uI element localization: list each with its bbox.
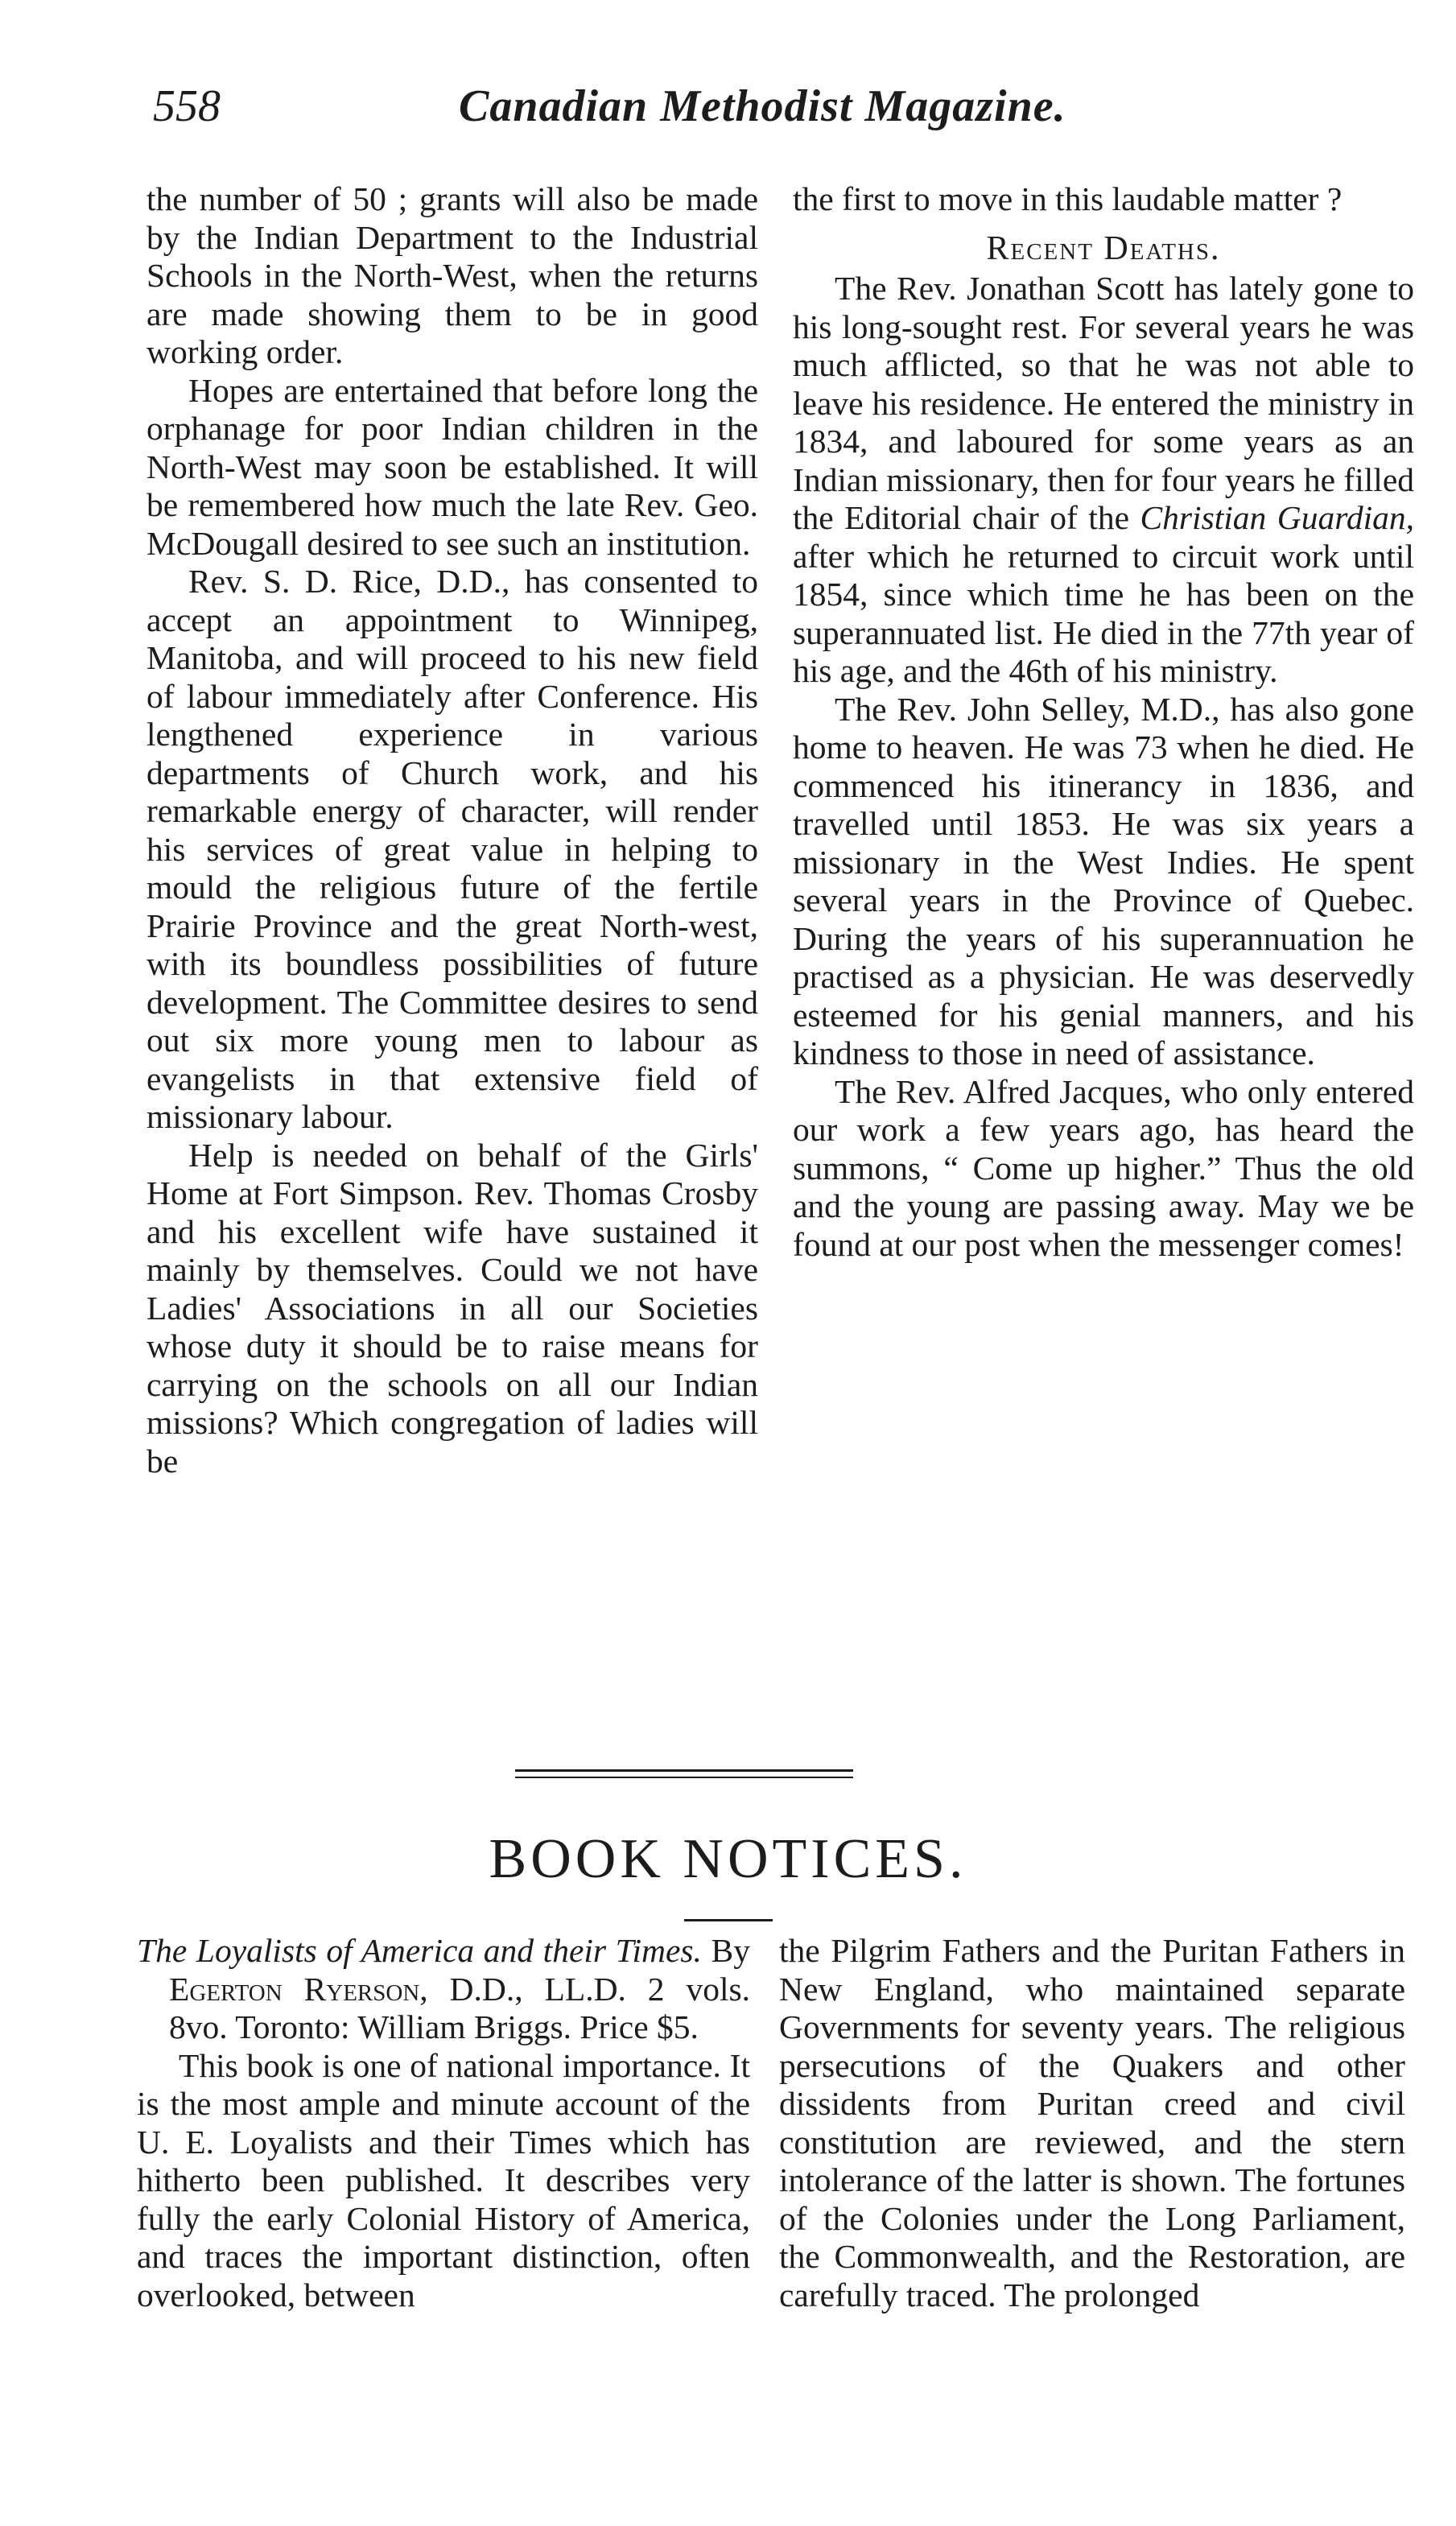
page-header <box>153 80 1127 145</box>
paragraph: the first to move in this laudable matter ? <box>793 180 1343 217</box>
divider-rule <box>684 1919 773 1921</box>
text-run: By <box>701 1932 750 1969</box>
paragraph: Hopes are entertained that before long the orphanage for poor Indian children in the North-West may soon be established. It will be remembered how much the late Rev. Geo. McDougall desired to see such an institution. <box>146 371 758 562</box>
paragraph: the Pilgrim Fathers and the Puritan Fathers in New England, who maintained separate Governments for seventy years. The religious persecutions of the Quakers and other dissidents from Puritan creed and civil constitution are reviewed, and the stern intolerance of the latter is shown. The fortunes of the Colonies under the Long Parliament, the Commonwealth, and the Restoration, are carefully traced. The prolonged <box>779 1932 1405 2313</box>
paragraph: The Rev. John Selley, M.D., has also gone home to heaven. He was 73 when he died. He commenced his itinerancy in 1836, and travelled until 1853. He was six years a missionary in the West Indies. He spent several years in the Province of Quebec. During the years of his superannuation he practised as a physician. He was deservedly esteemed for his genial manners, and his kindness to those in need of assistance. <box>793 690 1414 1071</box>
page-number: 558 <box>153 81 221 131</box>
running-title: Canadian Methodist Magazine. <box>459 81 1066 131</box>
book-author: Egerton Ryerson, <box>169 1970 428 2008</box>
column-right-top <box>793 180 1414 1264</box>
paragraph: This book is one of national importance. It is the most ample and minute account of the U. E. Loyalists and their Times which has hitherto been published. It describes very fully the early Colonial History of America, and traces the important distinction, often overlooked, between <box>137 2046 750 2313</box>
text-run: after which he returned to circuit work until 1854, since which time he has been on the superannuated list. He died in the 77th year of his age, and the 46th of his ministry. <box>793 537 1414 689</box>
text-run: The Rev. Jonathan Scott has lately gone to his long-sought rest. For several years he was much afflicted, so that he was not able to leave his residence. He entered the ministry in 1834, and laboured for some years as an Indian missionary, then for four years he filled the Editorial chair of the <box>793 270 1414 536</box>
paragraph: Rev. S. D. Rice, D.D., has consented to accept an appointment to Winnipeg, Manitoba, and will proceed to his new field of labour immediately after Conference. His lengthened experience in various departments of Church work, and his remarkable energy of character, will render his services of great value in helping to mould the religious future of the fertile Prairie Province and the great North-west, with its boundless possibilities of future development. The Committee desires to send out six more young men to labour as evangelists in that extensive field of missionary labour. <box>146 563 758 1135</box>
divider-rule <box>515 1769 853 1772</box>
book-details: D.D., LL.D. 2 vols. 8vo. Toronto: William Briggs. Price $5. <box>169 1970 750 2045</box>
book-citation <box>137 1932 750 2047</box>
section-subheading: Recent Deaths. <box>986 229 1221 267</box>
italic-text: Christian Guardian, <box>1140 499 1414 536</box>
column-left-top <box>146 180 758 1480</box>
paragraph: Help is needed on behalf of the Girls' Home at Fort Simpson. Rev. Thomas Crosby and his excellent wife have sustained it mainly by themselves. Could we not have Ladies' Associations in all our Societies whose duty it should be to raise means for carrying on the schools on all our Indian missions? Which congregation of ladies will be <box>146 1136 758 1480</box>
book-title: The Loyalists of America and their Times. <box>137 1932 702 1969</box>
column-right-bottom <box>779 1932 1405 2314</box>
paragraph: The Rev. Alfred Jacques, who only entered our work a few years ago, has heard the summons, “ Come up higher.” Thus the old and the young are passing away. May we be found at our post when the messenger comes! <box>793 1072 1414 1263</box>
paragraph <box>793 270 1414 691</box>
paragraph: the number of 50 ; grants will also be made by the Indian Department to the Industrial Schools in the North-West, when the returns are made showing them to be in good working order. <box>146 180 758 370</box>
column-left-bottom <box>137 1932 750 2314</box>
section-title: BOOK NOTICES. <box>489 1828 967 1890</box>
divider-rule <box>515 1777 853 1778</box>
